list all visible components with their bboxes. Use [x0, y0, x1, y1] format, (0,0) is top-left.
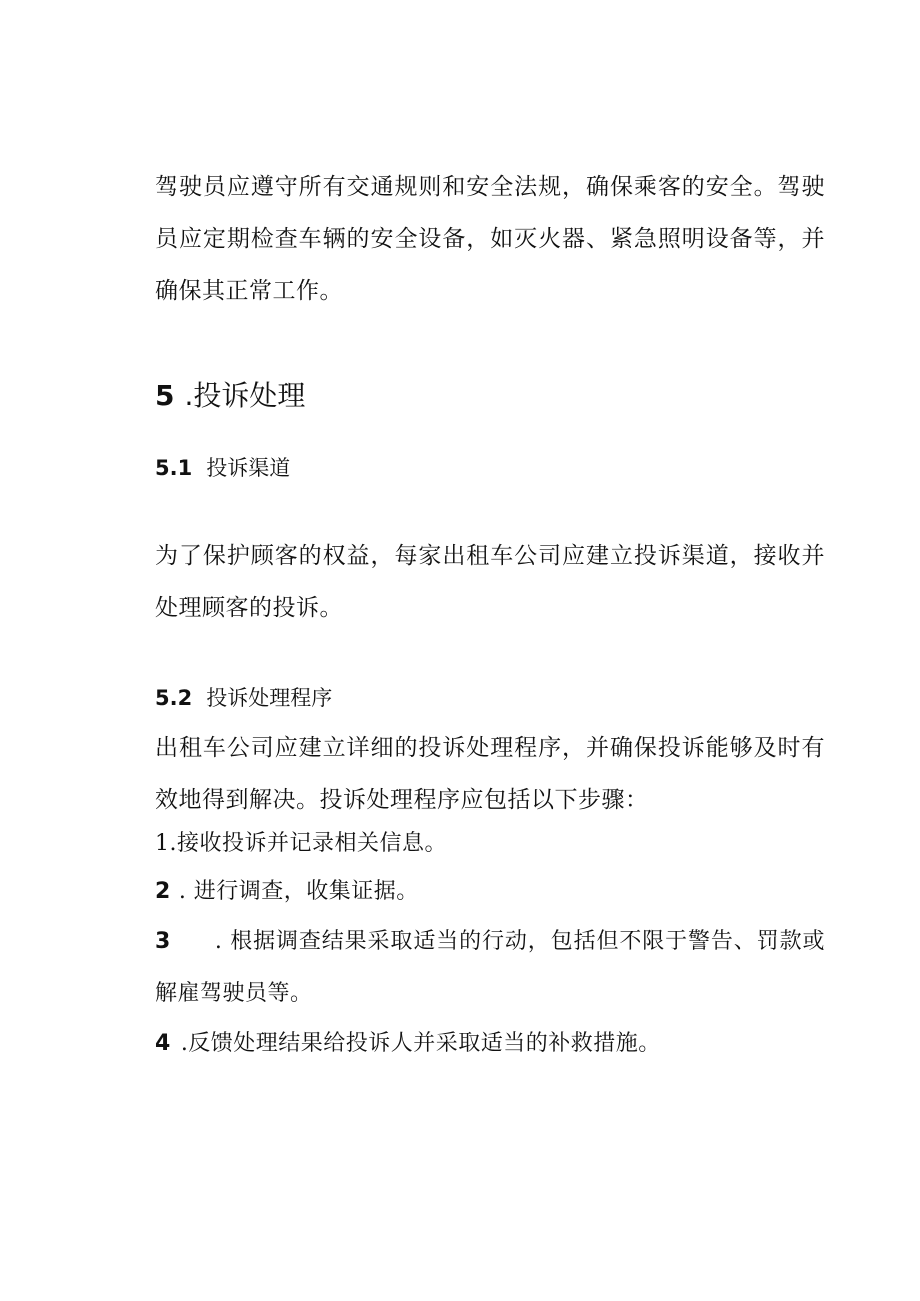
section-5-1-title: 投诉渠道	[206, 456, 291, 480]
safety-paragraph-text: 驾驶员应遵守所有交通规则和安全法规，确保乘客的安全。驾驶员应定期检查车辆的安全设备，如灭火器、紧急照明设备等，并确保其正常工作。	[155, 174, 825, 304]
step-3	[155, 916, 825, 1020]
step-2-text: . 进行调查，收集证据。	[178, 879, 419, 904]
step-2-number: 2	[155, 879, 171, 904]
section-5-title: .投诉处理	[184, 379, 306, 412]
procedure-paragraph-text: 出租车公司应建立详细的投诉处理程序，并确保投诉能够及时有效地得到解决。投诉处理程序应包括以下步骤：	[155, 735, 825, 813]
step-3-number: 3	[155, 929, 171, 954]
safety-paragraph	[155, 161, 825, 317]
section-5-2-number: 5.2	[155, 686, 193, 710]
section-5-heading	[155, 372, 305, 420]
step-4	[155, 1018, 825, 1070]
procedure-paragraph	[155, 722, 825, 826]
step-4-text: .反馈处理结果给投诉人并采取适当的补救措施。	[180, 1031, 661, 1056]
step-1	[155, 818, 825, 870]
section-5-2-title: 投诉处理程序	[206, 686, 333, 710]
step-1-text: 接收投诉并记录相关信息。	[177, 831, 448, 856]
section-5-2-heading	[155, 678, 332, 718]
step-4-number: 4	[155, 1031, 171, 1056]
section-5-1-number: 5.1	[155, 456, 193, 480]
step-2	[155, 866, 825, 918]
step-1-number: 1.	[155, 831, 177, 856]
step-3-text: . 根据调查结果采取适当的行动，包括但不限于警告、罚款或解雇驾驶员等。	[155, 929, 825, 1006]
section-5-number: 5	[155, 379, 175, 412]
channel-paragraph-text: 为了保护顾客的权益，每家出租车公司应建立投诉渠道，接收并处理顾客的投诉。	[155, 543, 825, 621]
channel-paragraph	[155, 530, 825, 634]
section-5-1-heading	[155, 448, 290, 488]
